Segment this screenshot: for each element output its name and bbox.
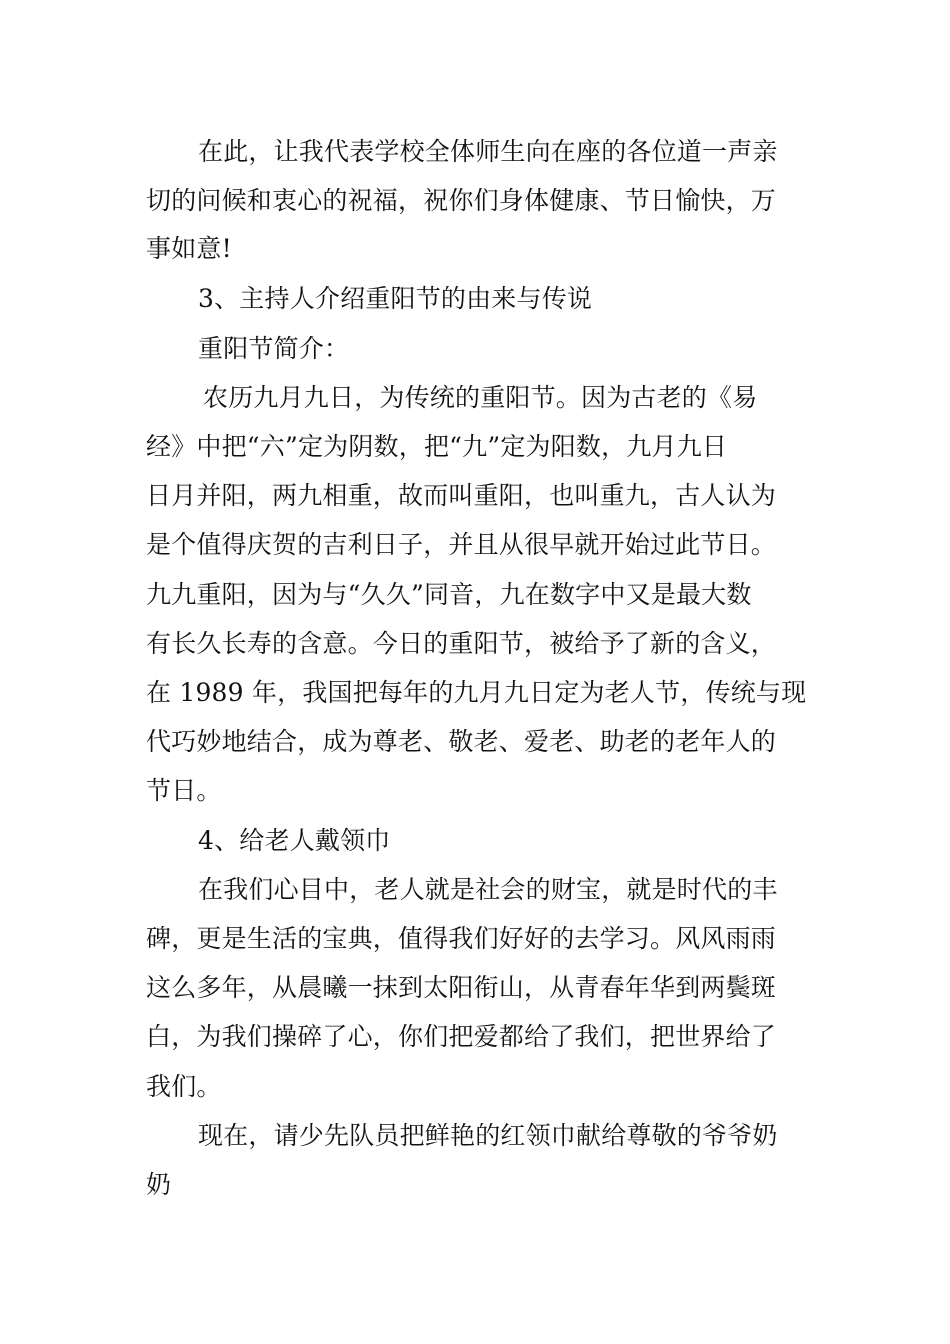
paragraph-line: 事如意! (146, 234, 232, 263)
paragraph-line: 在我们心目中，老人就是社会的财宝，就是时代的丰 (198, 875, 778, 904)
paragraph-line: 碑，更是生活的宝典，值得我们好好的去学习。风风雨雨 (146, 924, 777, 953)
section-heading: 3、主持人介绍重阳节的由来与传说 (198, 284, 593, 313)
paragraph-line: 经》中把“六”定为阴数，把“九”定为阳数，九月九日 (146, 432, 728, 461)
paragraph-line: 切的问候和衷心的祝福，祝你们身体健康、节日愉快，万 (146, 186, 777, 215)
paragraph-line: 在 1989 年，我国把每年的九月九日定为老人节，传统与现 (146, 678, 807, 707)
paragraph-line: 我们。 (146, 1072, 222, 1101)
paragraph-line: 现在，请少先队员把鲜艳的红领巾献给尊敬的爷爷奶 (198, 1121, 778, 1150)
subheading: 重阳节简介： (198, 334, 350, 363)
paragraph-line: 代巧妙地结合，成为尊老、敬老、爱老、助老的老年人的 (146, 727, 777, 756)
paragraph-line: 白，为我们操碎了心，你们把爱都给了我们，把世界给了 (146, 1022, 777, 1051)
paragraph-line: 节日。 (146, 776, 222, 805)
paragraph-line: 有长久长寿的含意。今日的重阳节，被给予了新的含义， (146, 629, 777, 658)
paragraph-line: 农历九月九日，为传统的重阳节。因为古老的《易 (203, 383, 758, 412)
paragraph-line: 是个值得庆贺的吉利日子，并且从很早就开始过此节日。 (146, 530, 777, 559)
paragraph-line: 日月并阳，两九相重，故而叫重阳，也叫重九，古人认为 (146, 481, 777, 510)
section-heading: 4、给老人戴领巾 (198, 826, 391, 855)
paragraph-line: 这么多年，从晨曦一抹到太阳衔山，从青春年华到两鬓斑 (146, 973, 777, 1002)
paragraph-line: 在此，让我代表学校全体师生向在座的各位道一声亲 (198, 137, 778, 166)
paragraph-line: 九九重阳，因为与“久久”同音，九在数字中又是最大数 (146, 580, 752, 609)
paragraph-line: 奶 (146, 1170, 172, 1199)
